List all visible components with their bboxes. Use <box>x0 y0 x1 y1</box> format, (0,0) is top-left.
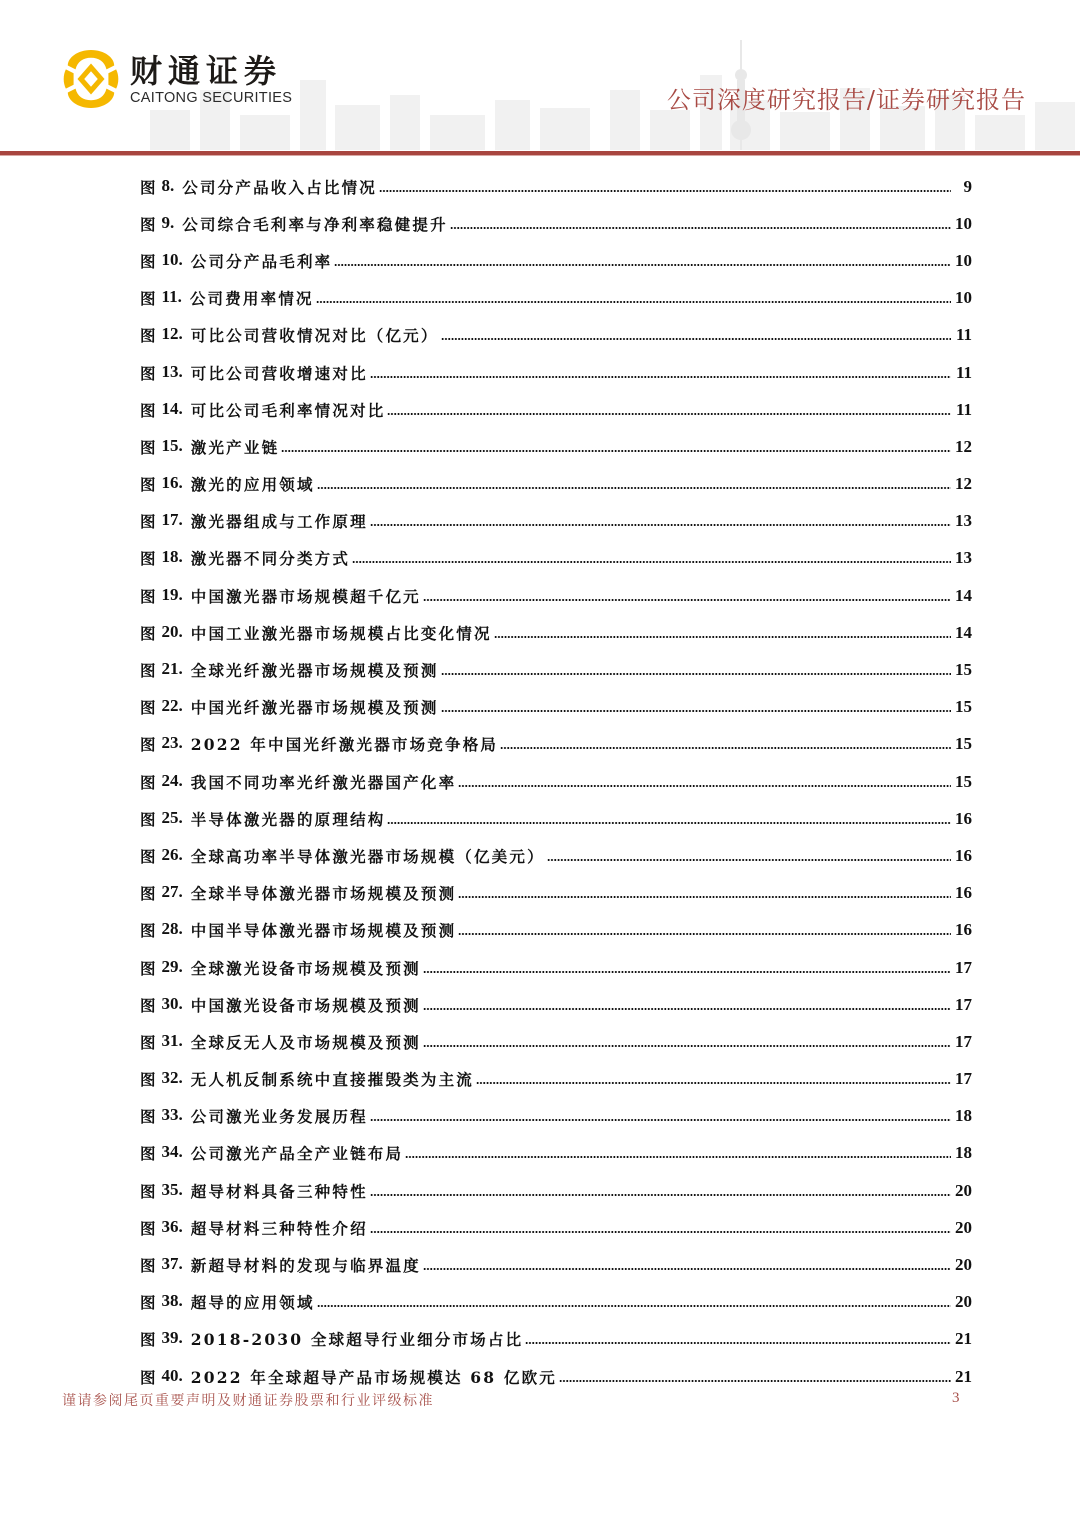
toc-entry[interactable] <box>140 391 972 428</box>
page-reference: 15 <box>955 771 972 791</box>
toc-entry-label <box>140 1105 370 1127</box>
toc-entry[interactable] <box>140 503 972 540</box>
toc-entry-label <box>140 622 494 644</box>
dot-leader <box>494 636 951 638</box>
toc-entry-label <box>140 733 500 755</box>
toc-entry[interactable] <box>140 1284 972 1321</box>
toc-entry-label <box>140 696 441 718</box>
figure-title: 超导材料三种特性介绍 <box>190 1218 368 1238</box>
toc-entry-label <box>140 1254 423 1276</box>
toc-entry-label <box>140 808 387 830</box>
figure-prefix: 图 <box>140 1070 156 1090</box>
dot-leader <box>525 1342 951 1344</box>
page-reference: 20 <box>955 1180 972 1200</box>
figure-title: 中国半导体激光器市场规模及预测 <box>190 921 457 941</box>
figure-title: 2018-2030 全球超导行业细分市场占比 <box>190 1330 524 1350</box>
page-reference: 16 <box>955 883 972 903</box>
figure-number: 12. <box>161 324 183 344</box>
dot-leader <box>441 338 951 340</box>
figure-prefix: 图 <box>140 251 156 271</box>
logo-english-name: CAITONG SECURITIES <box>130 90 293 106</box>
toc-entry-label <box>140 473 317 495</box>
page-reference: 16 <box>955 808 972 828</box>
page-reference: 15 <box>955 697 972 717</box>
figure-prefix: 图 <box>140 846 156 866</box>
page-reference: 10 <box>955 213 972 233</box>
dot-leader <box>423 971 951 973</box>
toc-entry-label <box>140 994 423 1016</box>
toc-entry[interactable] <box>140 689 972 726</box>
figure-number: 11. <box>161 287 182 307</box>
dot-leader <box>423 1045 951 1047</box>
toc-entry[interactable] <box>140 1321 972 1358</box>
figure-number: 21. <box>161 659 183 679</box>
toc-entry-label <box>140 1180 370 1202</box>
page-reference: 11 <box>955 399 972 419</box>
toc-entry[interactable] <box>140 466 972 503</box>
toc-entry-label <box>140 771 458 793</box>
figure-number: 26. <box>161 844 183 864</box>
figure-number: 24. <box>161 770 183 790</box>
toc-entry-label <box>140 1217 370 1239</box>
toc-entry[interactable] <box>140 168 972 205</box>
toc-entry[interactable] <box>140 540 972 577</box>
dot-leader <box>316 301 951 303</box>
toc-entry[interactable] <box>140 726 972 763</box>
dot-leader <box>458 933 951 935</box>
toc-entry-label <box>140 1142 405 1164</box>
figure-prefix: 图 <box>140 289 156 309</box>
dot-leader <box>559 1380 951 1382</box>
dot-leader <box>281 450 951 452</box>
figure-prefix: 图 <box>140 884 156 904</box>
figure-title: 全球半导体激光器市场规模及预测 <box>190 884 457 904</box>
logo-chinese-name: 财通证券 <box>130 52 283 90</box>
dot-leader <box>423 1008 951 1010</box>
figure-prefix: 图 <box>140 1330 156 1350</box>
figure-number: 14. <box>161 398 183 418</box>
page-reference: 21 <box>955 1329 972 1349</box>
toc-entry[interactable] <box>140 614 972 651</box>
toc-entry[interactable] <box>140 949 972 986</box>
toc-entry-label <box>140 287 316 309</box>
figure-title: 全球光纤激光器市场规模及预测 <box>190 661 439 681</box>
figure-prefix: 图 <box>140 214 156 234</box>
figure-title: 新超导材料的发现与临界温度 <box>190 1256 421 1276</box>
page-reference: 15 <box>955 660 972 680</box>
figure-number: 36. <box>161 1216 183 1236</box>
figure-number: 13. <box>161 361 183 381</box>
figure-prefix: 图 <box>140 1293 156 1313</box>
page-number: 3 <box>952 1390 960 1406</box>
dot-leader <box>458 785 951 787</box>
figure-number: 20. <box>161 621 183 641</box>
toc-entry-label <box>140 547 352 569</box>
page-reference: 18 <box>955 1106 972 1126</box>
dot-leader <box>379 190 951 192</box>
toc-entry-label <box>140 176 379 198</box>
toc-entry[interactable] <box>140 651 972 688</box>
figure-number: 35. <box>161 1179 183 1199</box>
figure-number: 8. <box>161 175 175 195</box>
figure-number: 34. <box>161 1142 183 1162</box>
figure-number: 37. <box>161 1254 183 1274</box>
figure-number: 22. <box>161 696 183 716</box>
figure-title: 中国激光设备市场规模及预测 <box>190 995 421 1015</box>
page-reference: 14 <box>955 622 972 642</box>
figure-number: 9. <box>161 212 175 232</box>
figure-title: 公司分产品收入占比情况 <box>182 177 377 197</box>
figure-prefix: 图 <box>140 623 156 643</box>
figure-title: 超导材料具备三种特性 <box>190 1181 368 1201</box>
figure-title: 激光产业链 <box>190 437 280 457</box>
dot-leader <box>423 1268 951 1270</box>
figure-number: 23. <box>161 733 183 753</box>
page-reference: 20 <box>955 1217 972 1237</box>
toc-entry[interactable] <box>140 763 972 800</box>
figure-title: 2022 年全球超导产品市场规模达 68 亿欧元 <box>190 1367 557 1387</box>
toc-entry[interactable] <box>140 875 972 912</box>
page-reference: 10 <box>955 250 972 270</box>
toc-entry[interactable] <box>140 242 972 279</box>
toc-entry[interactable] <box>140 1023 972 1060</box>
dot-leader <box>387 822 951 824</box>
dot-leader <box>500 747 951 749</box>
figure-prefix: 图 <box>140 475 156 495</box>
figure-number: 19. <box>161 584 183 604</box>
page-reference: 16 <box>955 920 972 940</box>
figure-number: 27. <box>161 882 183 902</box>
figure-title: 全球高功率半导体激光器市场规模（亿美元） <box>190 846 545 866</box>
dot-leader <box>370 1194 951 1196</box>
figure-prefix: 图 <box>140 177 156 197</box>
dot-leader <box>370 1119 951 1121</box>
figure-number: 38. <box>161 1291 183 1311</box>
toc-entry-label <box>140 1291 317 1313</box>
page-reference: 11 <box>955 325 972 345</box>
toc-entry[interactable] <box>140 986 972 1023</box>
page-reference: 21 <box>955 1366 972 1386</box>
dot-leader <box>352 561 951 563</box>
figure-number: 32. <box>161 1068 183 1088</box>
toc-entry-label <box>140 436 281 458</box>
figure-prefix: 图 <box>140 921 156 941</box>
figure-number: 30. <box>161 993 183 1013</box>
figure-number: 25. <box>161 807 183 827</box>
figure-title: 公司激光业务发展历程 <box>190 1107 368 1127</box>
dot-leader <box>547 859 951 861</box>
page-reference: 12 <box>955 474 972 494</box>
figure-title: 2022 年中国光纤激光器市场竞争格局 <box>190 735 499 755</box>
figure-prefix: 图 <box>140 363 156 383</box>
figure-title: 可比公司毛利率情况对比 <box>190 400 386 420</box>
company-logo <box>62 48 292 110</box>
toc-entry-label <box>140 324 441 346</box>
toc-entry[interactable] <box>140 837 972 874</box>
toc-entry-label <box>140 845 547 867</box>
figure-prefix: 图 <box>140 437 156 457</box>
figure-title: 激光器不同分类方式 <box>190 549 351 569</box>
dot-leader <box>370 524 951 526</box>
toc-entry-label <box>140 510 370 532</box>
toc-entry-label <box>140 1366 559 1388</box>
toc-entry-label <box>140 250 334 272</box>
figure-prefix: 图 <box>140 1218 156 1238</box>
figure-prefix: 图 <box>140 1181 156 1201</box>
dot-leader <box>458 896 951 898</box>
page-reference: 9 <box>963 176 972 196</box>
dot-leader <box>317 487 951 489</box>
figure-prefix: 图 <box>140 400 156 420</box>
figure-prefix: 图 <box>140 772 156 792</box>
figure-number: 18. <box>161 547 183 567</box>
figure-title: 半导体激光器的原理结构 <box>190 809 386 829</box>
toc-entry[interactable] <box>140 280 972 317</box>
figure-prefix: 图 <box>140 809 156 829</box>
page-reference: 20 <box>955 1255 972 1275</box>
figure-number: 15. <box>161 435 183 455</box>
figure-title: 公司费用率情况 <box>189 289 314 309</box>
caitong-logo-icon <box>62 48 120 110</box>
toc-entry[interactable] <box>140 1172 972 1209</box>
figure-number: 39. <box>161 1328 183 1348</box>
page-reference: 18 <box>955 1143 972 1163</box>
toc-entry-label <box>140 659 441 681</box>
page-reference: 13 <box>955 511 972 531</box>
toc-entry[interactable] <box>140 1098 972 1135</box>
figure-number: 29. <box>161 956 183 976</box>
figure-title: 激光的应用领域 <box>190 475 315 495</box>
page-reference: 20 <box>955 1292 972 1312</box>
toc-entry[interactable] <box>140 1246 972 1283</box>
figure-title: 无人机反制系统中直接摧毁类为主流 <box>190 1070 474 1090</box>
page-reference: 17 <box>955 994 972 1014</box>
toc-entry-label <box>140 1031 423 1053</box>
page-reference: 13 <box>955 548 972 568</box>
figure-title: 我国不同功率光纤激光器国产化率 <box>190 772 457 792</box>
page-reference: 10 <box>955 288 972 308</box>
toc-entry-label <box>140 362 370 384</box>
toc-entry-label <box>140 1328 525 1350</box>
figure-title: 全球反无人及市场规模及预测 <box>190 1032 421 1052</box>
figure-prefix: 图 <box>140 698 156 718</box>
figure-list <box>140 168 972 1395</box>
report-type-title: 公司深度研究报告/证券研究报告 <box>666 86 1026 114</box>
dot-leader <box>476 1082 951 1084</box>
figure-title: 公司综合毛利率与净利率稳健提升 <box>182 214 448 234</box>
figure-number: 17. <box>161 510 183 530</box>
figure-prefix: 图 <box>140 1256 156 1276</box>
figure-prefix: 图 <box>140 549 156 569</box>
toc-entry-label <box>140 882 458 904</box>
toc-entry-label <box>140 213 450 235</box>
header-divider-thin <box>0 155 1080 156</box>
page-header <box>0 0 1080 158</box>
figure-title: 公司激光产品全产业链布局 <box>190 1144 404 1164</box>
figure-prefix: 图 <box>140 1144 156 1164</box>
figure-title: 中国光纤激光器市场规模及预测 <box>190 698 439 718</box>
toc-entry-label <box>140 919 458 941</box>
dot-leader <box>334 264 951 266</box>
toc-entry[interactable] <box>140 800 972 837</box>
figure-number: 28. <box>161 919 183 939</box>
toc-entry[interactable] <box>140 1209 972 1246</box>
figure-prefix: 图 <box>140 958 156 978</box>
toc-entry[interactable] <box>140 1135 972 1172</box>
figure-title: 超导的应用领域 <box>190 1293 315 1313</box>
dot-leader <box>423 599 951 601</box>
toc-entry-label <box>140 585 423 607</box>
page-reference: 12 <box>955 436 972 456</box>
figure-number: 31. <box>161 1030 183 1050</box>
figure-title: 激光器组成与工作原理 <box>190 512 368 532</box>
figure-title: 公司分产品毛利率 <box>190 251 333 271</box>
page-reference: 15 <box>955 734 972 754</box>
toc-entry[interactable] <box>140 354 972 391</box>
toc-entry[interactable] <box>140 205 972 242</box>
figure-prefix: 图 <box>140 735 156 755</box>
page-reference: 11 <box>955 362 972 382</box>
figure-title: 中国工业激光器市场规模占比变化情况 <box>190 623 492 643</box>
figure-title: 可比公司营收情况对比（亿元） <box>190 326 439 346</box>
toc-entry-label <box>140 1068 476 1090</box>
figure-prefix: 图 <box>140 586 156 606</box>
dot-leader <box>441 673 951 675</box>
page-reference: 17 <box>955 957 972 977</box>
toc-entry-label <box>140 399 387 421</box>
figure-number: 16. <box>161 473 183 493</box>
page-reference: 17 <box>955 1031 972 1051</box>
dot-leader <box>317 1305 951 1307</box>
toc-entry[interactable] <box>140 912 972 949</box>
dot-leader <box>370 376 951 378</box>
figure-title: 中国激光器市场规模超千亿元 <box>190 586 421 606</box>
dot-leader <box>405 1156 951 1158</box>
disclaimer-note: 谨请参阅尾页重要声明及财通证券股票和行业评级标准 <box>62 1393 434 1409</box>
figure-prefix: 图 <box>140 1032 156 1052</box>
dot-leader <box>387 413 951 415</box>
toc-entry[interactable] <box>140 317 972 354</box>
toc-entry[interactable] <box>140 428 972 465</box>
figure-number: 10. <box>161 249 183 269</box>
toc-entry[interactable] <box>140 577 972 614</box>
dot-leader <box>441 710 951 712</box>
figure-number: 33. <box>161 1105 183 1125</box>
figure-prefix: 图 <box>140 1367 156 1387</box>
figure-prefix: 图 <box>140 995 156 1015</box>
dot-leader <box>370 1231 951 1233</box>
figure-number: 40. <box>161 1365 183 1385</box>
figure-title: 全球激光设备市场规模及预测 <box>190 958 421 978</box>
page-reference: 16 <box>955 845 972 865</box>
page-reference: 17 <box>955 1069 972 1089</box>
toc-entry-label <box>140 957 423 979</box>
figure-prefix: 图 <box>140 326 156 346</box>
figure-prefix: 图 <box>140 512 156 532</box>
figure-title: 可比公司营收增速对比 <box>190 363 368 383</box>
toc-entry[interactable] <box>140 1061 972 1098</box>
figure-prefix: 图 <box>140 1107 156 1127</box>
page-reference: 14 <box>955 585 972 605</box>
dot-leader <box>450 227 951 229</box>
figure-prefix: 图 <box>140 661 156 681</box>
